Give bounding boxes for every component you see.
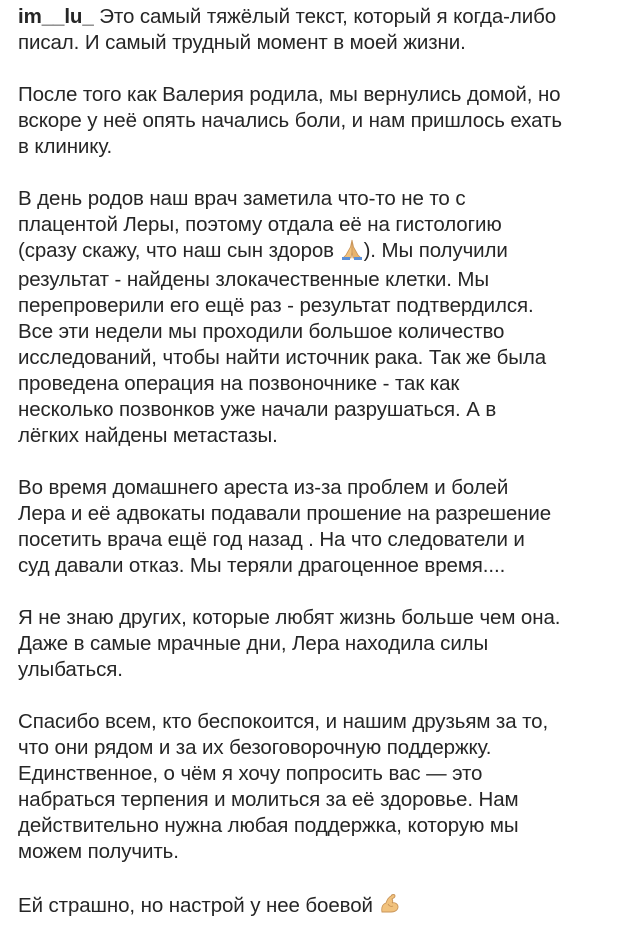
caption-line: Лера и её адвокаты подавали прошение на разрешение	[18, 502, 552, 525]
caption-line: плацентой Леры, поэтому отдала её на гистологию	[18, 213, 502, 236]
caption-line: проведена операция на позвоночнике - так как	[18, 372, 460, 395]
caption-line: вскоре у неё опять начались боли, и нам пришлось ехать	[18, 109, 562, 132]
caption-paragraph-1	[18, 4, 630, 56]
caption-paragraph-2	[18, 82, 630, 160]
caption-line: В день родов наш врач заметила что-то не то с	[18, 187, 466, 210]
caption-line: можем получить.	[18, 840, 179, 863]
caption-line: Я не знаю других, которые любят жизнь больше чем она.	[18, 606, 561, 629]
caption-line: что они рядом и за их безоговорочную поддержку.	[18, 736, 492, 759]
caption-line: исследований, чтобы найти источник рака. Так же была	[18, 346, 547, 369]
caption-line	[18, 238, 630, 267]
praying-hands-icon	[340, 238, 364, 267]
caption-line: Все эти недели мы проходили большое количество	[18, 320, 505, 343]
caption-paragraph-6	[18, 709, 630, 865]
caption-paragraph-5	[18, 605, 630, 683]
post-caption	[18, 4, 630, 948]
caption-line	[18, 4, 630, 30]
caption-line: действительно нужна любая поддержка, которую мы	[18, 814, 519, 837]
caption-line: лёгких найдены метастазы.	[18, 424, 278, 447]
caption-paragraph-3	[18, 186, 630, 449]
caption-line	[18, 891, 630, 922]
caption-text: Ей страшно, но настрой у нее боевой	[18, 894, 379, 917]
caption-line: суд давали отказ. Мы теряли драгоценное время....	[18, 554, 506, 577]
caption-text: Это самый тяжёлый текст, который я когда-либо	[93, 5, 557, 28]
caption-line: посетить врача ещё год назад . На что следователи и	[18, 528, 525, 551]
caption-line: несколько позвонков уже начали разрушаться. А в	[18, 398, 497, 421]
caption-line: перепроверили его ещё раз - результат подтвердился.	[18, 294, 534, 317]
caption-line: Даже в самые мрачные дни, Лера находила силы	[18, 632, 489, 655]
caption-line: Единственное, о чём я хочу попросить вас — это	[18, 762, 483, 785]
caption-paragraph-4	[18, 475, 630, 579]
caption-line: улыбаться.	[18, 658, 123, 681]
flexed-biceps-icon	[378, 891, 402, 922]
caption-paragraph-7	[18, 891, 630, 922]
caption-line: набраться терпения и молиться за её здоровье. Нам	[18, 788, 519, 811]
caption-line: Спасибо всем, кто беспокоится, и нашим друзьям за то,	[18, 710, 549, 733]
caption-text: ). Мы получили	[363, 239, 508, 262]
username-link[interactable]: im__lu_	[18, 5, 94, 28]
caption-text: (сразу скажу, что наш сын здоров	[18, 239, 340, 262]
caption-line: писал. И самый трудный момент в моей жизни.	[18, 31, 466, 54]
caption-line: результат - найдены злокачественные клетки. Мы	[18, 268, 490, 291]
caption-line: Во время домашнего ареста из-за проблем и болей	[18, 476, 509, 499]
caption-line: После того как Валерия родила, мы вернулись домой, но	[18, 83, 561, 106]
caption-line: в клинику.	[18, 135, 113, 158]
